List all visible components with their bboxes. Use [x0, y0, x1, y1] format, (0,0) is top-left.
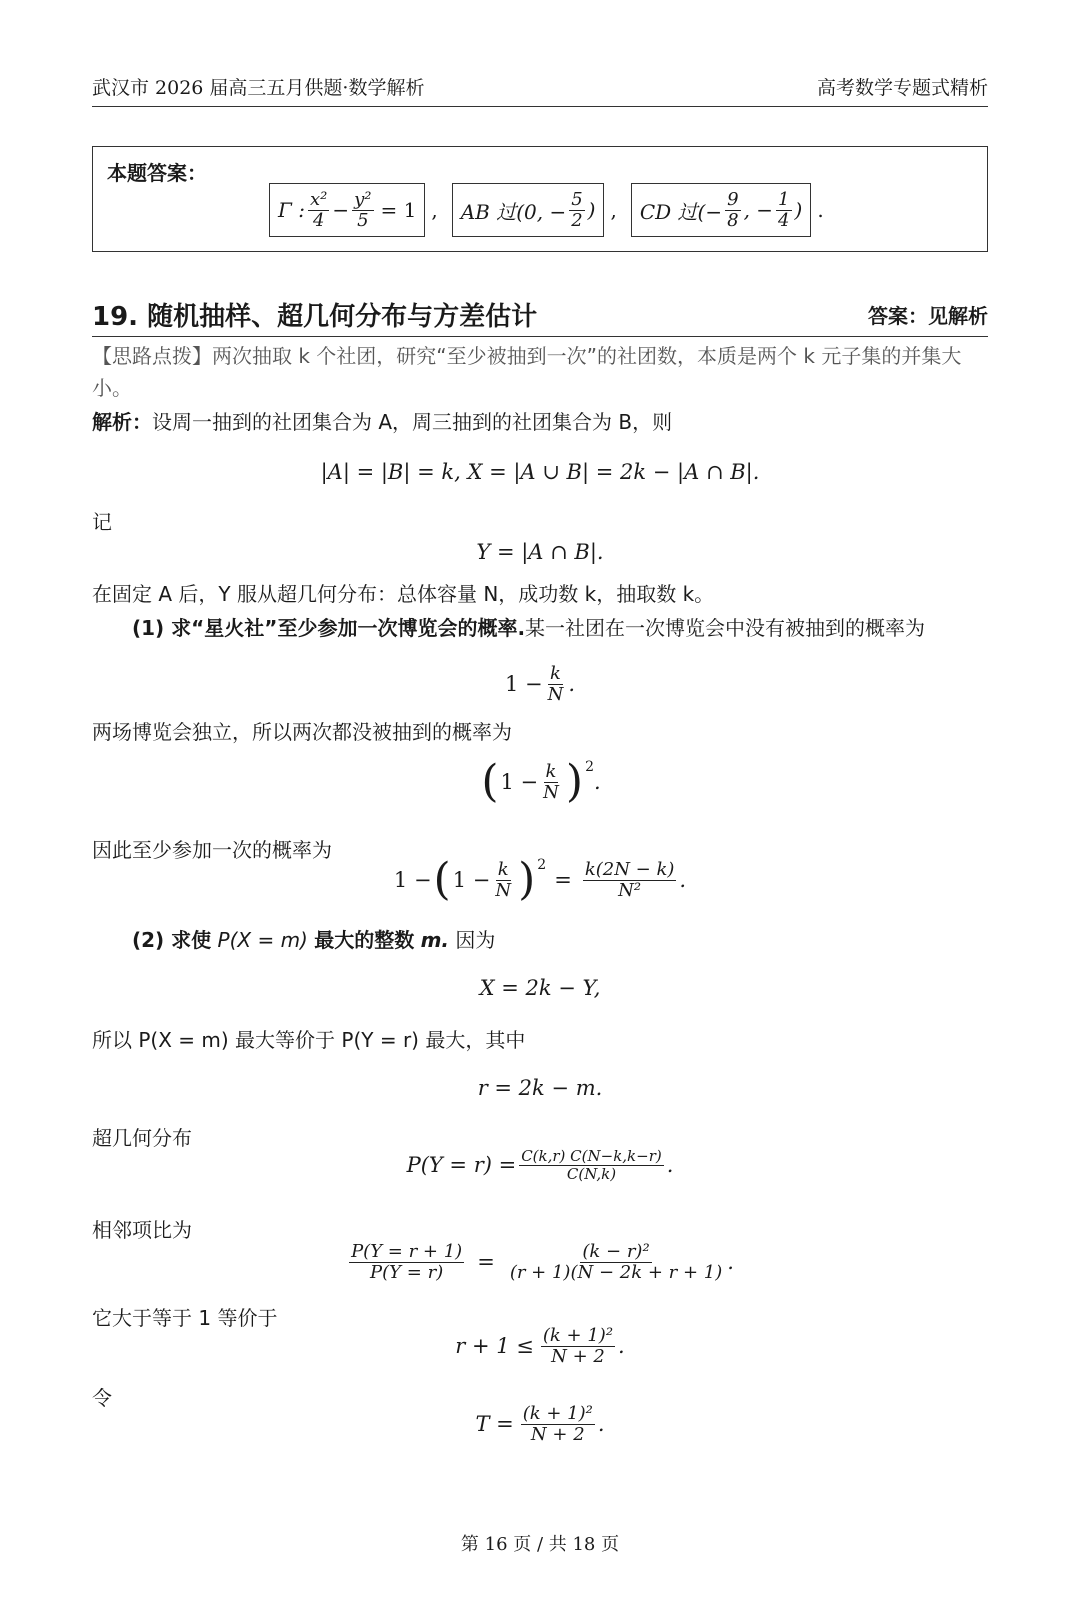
- frac-x2-4: [308, 190, 329, 231]
- dot: .: [597, 1412, 605, 1437]
- dot: .: [727, 1250, 734, 1275]
- cd-box: [631, 183, 811, 237]
- eq-part: T =: [475, 1412, 514, 1437]
- part2-m: m.: [420, 928, 450, 952]
- ling-text: 令: [92, 1386, 112, 1410]
- dot: .: [666, 1153, 674, 1177]
- frac-1-4: [776, 190, 791, 231]
- comma: ,: [431, 198, 438, 222]
- independence-text: 两场博览会独立，所以两次都没被抽到的概率为: [92, 720, 512, 744]
- den: C(N,k): [566, 1164, 617, 1183]
- paren-right: ): [565, 756, 584, 807]
- num: k(2N − k): [584, 858, 675, 880]
- frac-y2-5: [352, 190, 373, 231]
- ab-text: AB 过(0, −: [460, 199, 567, 224]
- analysis-text: 设周一抽到的社团集合为 A，周三抽到的社团集合为 B，则: [152, 410, 673, 434]
- page-header: [92, 70, 988, 107]
- part2-label: (2) 求使: [132, 928, 212, 952]
- num: (k + 1)²: [542, 1325, 614, 1346]
- num: P(Y = r + 1): [351, 1241, 463, 1262]
- part1-text: 某一社团在一次博览会中没有被抽到的概率为: [525, 616, 926, 640]
- paren-left: (: [481, 756, 499, 807]
- equation-at-least: [0, 854, 1080, 905]
- frac-k-N: [493, 860, 513, 901]
- num: (k + 1)²: [522, 1403, 593, 1424]
- header-left: 武汉市 2026 届高三五月供题·数学解析: [92, 77, 425, 99]
- equals: =: [554, 868, 572, 892]
- frac-result: [583, 860, 677, 901]
- answer-box: [92, 146, 988, 252]
- equation-ratio: [0, 1238, 1080, 1283]
- frac-ratio-rhs: [508, 1242, 724, 1283]
- den: 5: [357, 209, 369, 231]
- den: N²: [618, 879, 642, 901]
- equation-r: r = 2k − m.: [477, 1076, 603, 1100]
- equation-inequality: [0, 1326, 1080, 1367]
- part2-text: 因为: [455, 928, 496, 952]
- dot: .: [568, 672, 576, 697]
- answer-label: 本题答案：: [107, 161, 207, 185]
- mid: , −: [743, 198, 774, 222]
- den: N: [495, 879, 512, 901]
- dot: .: [593, 770, 601, 794]
- eq-part: r + 1 ≤: [455, 1334, 534, 1359]
- hyperdist-text: 超几何分布: [92, 1126, 192, 1150]
- cd-text: CD 过(−: [639, 199, 723, 224]
- frac-pmf: [519, 1148, 664, 1182]
- den: N: [543, 781, 559, 803]
- eq-part: 1 −: [504, 672, 543, 697]
- part2-label2: 最大的整数: [314, 928, 415, 952]
- geq-text: 它大于等于 1 等价于: [92, 1306, 278, 1330]
- frac-9-8: [725, 190, 740, 231]
- paren-left: (: [433, 854, 451, 905]
- dot: .: [679, 868, 687, 892]
- frac-t: [521, 1404, 595, 1445]
- eq-part: P(Y = r) =: [406, 1153, 517, 1177]
- equation-x: X = 2k − Y,: [479, 976, 601, 1000]
- den: N: [547, 683, 564, 705]
- eq-part: 1 −: [452, 868, 491, 892]
- minus: −: [332, 198, 350, 222]
- eq-one: = 1: [380, 198, 417, 222]
- equation-both-missed: [0, 756, 1080, 807]
- equation-set-sizes: |A| = |B| = k, X = |A ∪ B| = 2k − |A ∩ B|.: [320, 460, 760, 484]
- part1-paragraph: [92, 612, 988, 644]
- num: x²: [309, 188, 328, 210]
- frac-5-2: [569, 190, 584, 231]
- hypergeometric-note: 在固定 A 后，Y 服从超几何分布：总体容量 N，成功数 k，抽取数 k。: [92, 582, 715, 606]
- den: 4: [312, 209, 325, 231]
- num: 1: [778, 188, 790, 210]
- period: .: [817, 198, 824, 222]
- eq-part: 1 −: [393, 868, 432, 892]
- paren-right: ): [518, 854, 536, 905]
- num: k: [545, 760, 557, 782]
- frac-ineq: [541, 1326, 615, 1367]
- page-footer: 第 16 页 / 共 18 页: [460, 1534, 620, 1555]
- section-heading: 19. 随机抽样、超几何分布与方差估计: [92, 301, 538, 332]
- header-right: 高考数学专题式精析: [816, 77, 988, 99]
- answer-formulas: [269, 183, 838, 237]
- hyperbola-box: [269, 183, 425, 237]
- den: (r + 1)(N − 2k + r + 1): [509, 1261, 723, 1283]
- ji-text: 记: [92, 510, 112, 534]
- part1-label: (1) 求“星火社”至少参加一次博览会的概率.: [132, 616, 526, 640]
- equation-pmf: [0, 1148, 1080, 1182]
- num: k: [497, 858, 509, 880]
- equation-y: Y = |A ∩ B|.: [476, 540, 604, 564]
- exponent: 2: [585, 759, 594, 775]
- ab-box: [452, 183, 605, 237]
- num: C(k,r) C(N−k,k−r): [521, 1147, 662, 1165]
- part2-pm: P(X = m): [217, 928, 308, 952]
- dot: .: [618, 1334, 625, 1359]
- gamma-symbol: Γ :: [278, 198, 305, 222]
- den: 2: [571, 209, 583, 231]
- analysis-line: [92, 406, 988, 438]
- num: y²: [354, 188, 372, 210]
- den: N + 2: [551, 1345, 605, 1367]
- frac-ratio-lhs: [349, 1242, 464, 1283]
- analysis-label: 解析：: [92, 410, 152, 434]
- den: N + 2: [530, 1423, 585, 1445]
- equation-not-drawn: [0, 664, 1080, 705]
- section-answer: 答案：见解析: [868, 303, 988, 328]
- ratio-text: 相邻项比为: [92, 1218, 192, 1242]
- at-least-text: 因此至少参加一次的概率为: [92, 838, 332, 862]
- num: k: [550, 663, 561, 684]
- equals: =: [477, 1250, 495, 1275]
- num: 9: [727, 188, 739, 210]
- frac-k-N: [546, 664, 566, 705]
- comma: ,: [610, 198, 617, 222]
- eq-part: 1 −: [500, 770, 539, 794]
- exponent: 2: [537, 857, 547, 873]
- equation-t: [0, 1404, 1080, 1445]
- den: 4: [778, 209, 790, 231]
- num: 5: [571, 188, 583, 210]
- part2-paragraph: [92, 924, 988, 956]
- equivalence-text: 所以 P(X = m) 最大等价于 P(Y = r) 最大，其中: [92, 1028, 526, 1052]
- den: 8: [727, 209, 739, 231]
- den: P(Y = r): [370, 1261, 444, 1283]
- section-title: [92, 292, 988, 337]
- frac-k-N: [541, 762, 561, 803]
- close-paren: ): [587, 198, 596, 222]
- hint-paragraph: 【思路点拨】两次抽取 k 个社团，研究“至少被抽到一次”的社团数，本质是两个 k 元子集的并集大小。: [92, 344, 962, 400]
- close-paren: ): [794, 198, 803, 222]
- num: (k − r)²: [582, 1241, 650, 1262]
